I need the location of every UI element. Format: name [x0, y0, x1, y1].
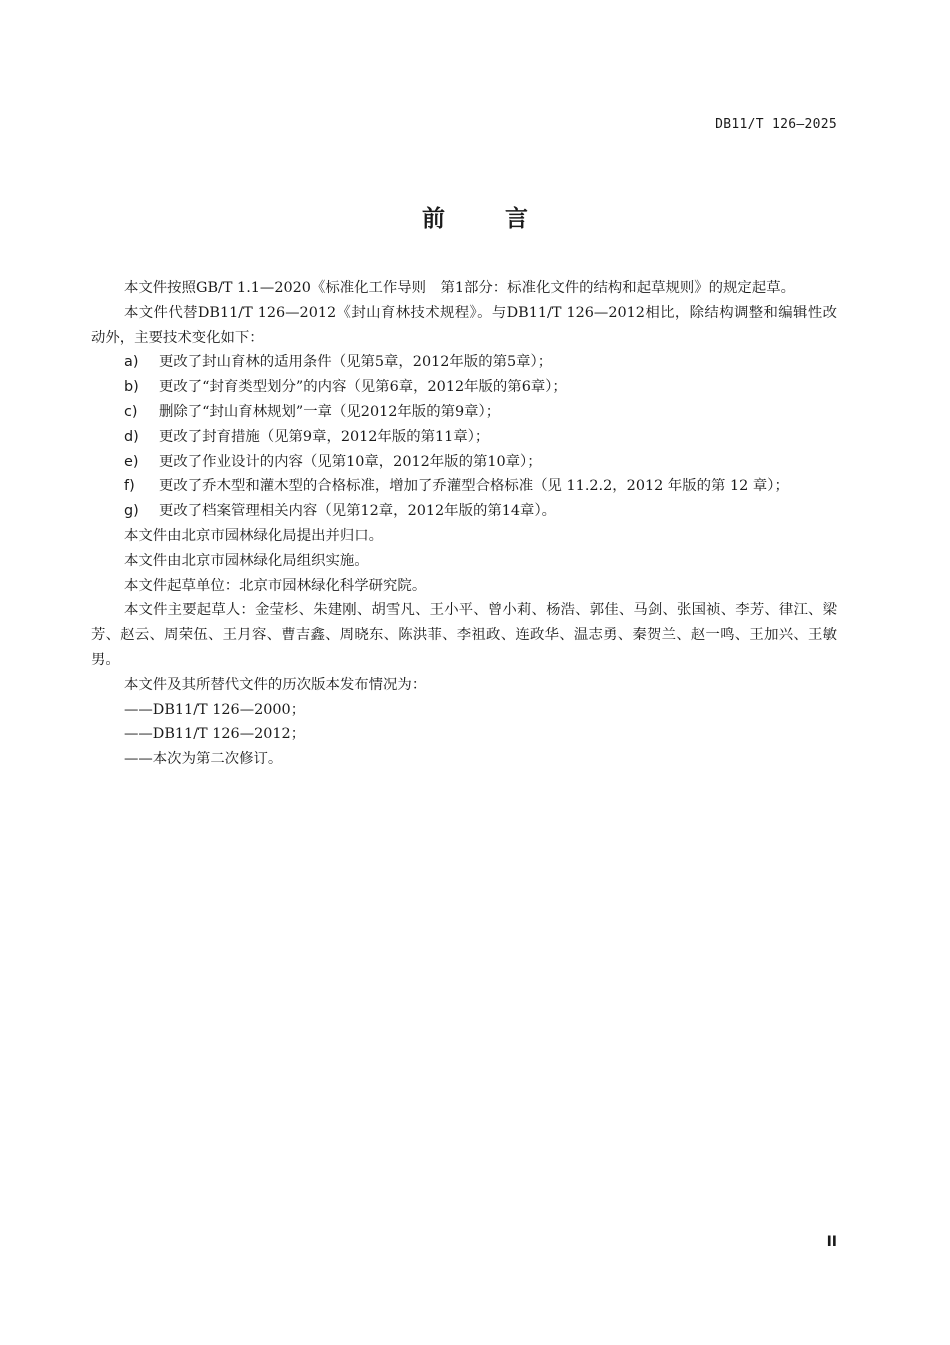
- page-title: [0, 200, 950, 233]
- list-item-text: 更改了封育措施（见第9章，2012年版的第11章）；: [159, 428, 490, 445]
- list-item: [91, 375, 837, 400]
- list-marker: c): [124, 403, 138, 420]
- list-item: [91, 425, 837, 450]
- list-marker: a): [124, 354, 139, 371]
- history-intro: 本文件及其所替代文件的历次版本发布情况为：: [124, 676, 427, 693]
- drafters-statement: 本文件主要起草人：金莹杉、朱建刚、胡雪凡、王小平、曾小莉、杨浩、郭佳、马剑、张国祯、李芳、律江、梁芳、赵云、周荣伍、王月容、曹吉鑫、周晓东、陈洪菲、李祖政、连政华、温志勇、秦贺兰、赵一鸣、王加兴、王敏男。: [91, 602, 837, 668]
- implementer-statement: 本文件由北京市园林绿化局组织实施。: [124, 552, 369, 569]
- list-item-text: 更改了乔木型和灌木型的合格标准，增加了乔灌型合格标准（见 11.2.2，2012 年版的第 12 章）；: [159, 478, 789, 495]
- list-marker: b): [124, 379, 139, 396]
- list-item-text: 更改了封山育林的适用条件（见第5章，2012年版的第5章）；: [159, 354, 553, 371]
- drafting-unit-statement: 本文件起草单位：北京市园林绿化科学研究院。: [124, 577, 427, 594]
- history-item: ——本次为第二次修订。: [124, 751, 283, 768]
- list-item: [91, 400, 837, 425]
- list-marker: e): [124, 453, 139, 470]
- list-item-text: 删除了“封山育林规划”一章（见2012年版的第9章）；: [159, 403, 501, 420]
- list-marker: d): [124, 428, 139, 445]
- version-history-list: [91, 698, 837, 772]
- list-item-text: 更改了档案管理相关内容（见第12章，2012年版的第14章）。: [159, 503, 557, 520]
- list-item: [91, 350, 837, 375]
- intro-paragraph-2: 本文件代替DB11/T 126—2012《封山育林技术规程》。与DB11/T 126—2012相比，除结构调整和编辑性改动外，主要技术变化如下：: [91, 304, 837, 346]
- changes-list: [91, 350, 837, 524]
- history-item: ——DB11/T 126—2012；: [124, 726, 306, 743]
- intro-paragraph-1: 本文件按照GB/T 1.1—2020《标准化工作导则 第1部分：标准化文件的结构和起草规则》的规定起草。: [124, 280, 795, 296]
- preface-body: [91, 276, 837, 772]
- title-char-1: 前: [422, 206, 445, 232]
- title-char-2: 言: [505, 206, 528, 232]
- page-number: II: [826, 1234, 837, 1250]
- list-marker: f): [124, 478, 135, 495]
- history-item: ——DB11/T 126—2000；: [124, 701, 306, 718]
- list-item-text: 更改了“封育类型划分”的内容（见第6章，2012年版的第6章）；: [159, 379, 567, 396]
- list-item: [91, 499, 837, 524]
- proposer-statement: 本文件由北京市园林绿化局提出并归口。: [124, 527, 384, 544]
- document-code: DB11/T 126—2025: [715, 117, 837, 132]
- list-item: [91, 450, 837, 475]
- list-item-text: 更改了作业设计的内容（见第10章，2012年版的第10章）；: [159, 453, 542, 470]
- list-item: [91, 474, 837, 499]
- list-marker: g): [124, 503, 139, 520]
